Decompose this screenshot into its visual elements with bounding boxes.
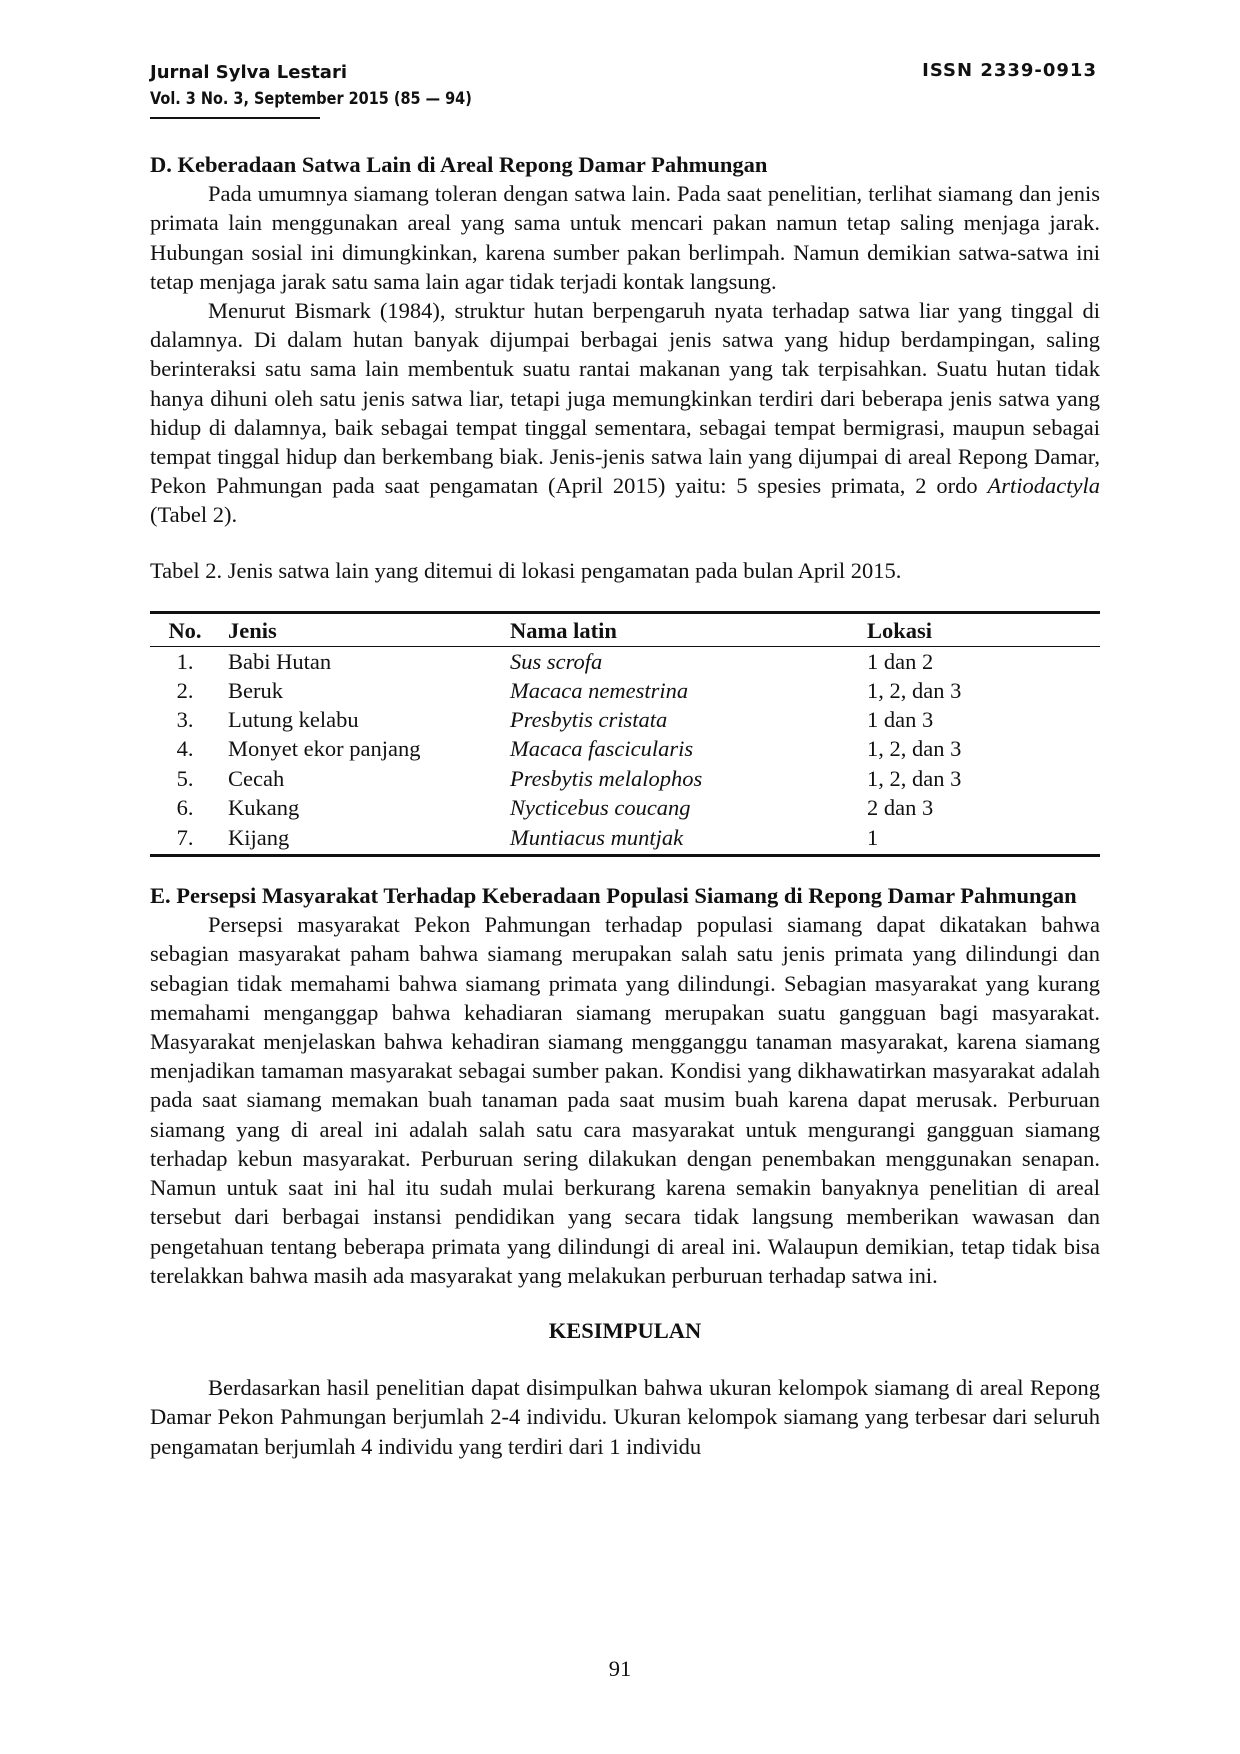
cell-latin: Sus scrofa — [510, 648, 603, 674]
cell-jenis: Kijang — [220, 822, 510, 856]
cell-no: 1. — [176, 648, 194, 674]
table-row — [150, 764, 1100, 793]
cell-no: 4. — [176, 736, 194, 762]
cell-latin: Muntiacus muntjak — [510, 822, 867, 856]
header-rule — [150, 117, 320, 119]
column-header-no: No. — [150, 612, 220, 646]
cell-latin: Presbytis cristata — [510, 707, 668, 733]
column-header-lokasi: Lokasi — [867, 612, 1100, 646]
paragraph-text-end: (Tabel 2). — [150, 502, 238, 528]
cell-latin: Nycticebus coucang — [510, 794, 691, 820]
page-body — [150, 150, 1100, 1461]
journal-issn: ISSN 2339-0913 — [922, 60, 1097, 81]
running-header-left — [150, 60, 529, 112]
table-row — [150, 646, 1100, 676]
section-e-heading: E. Persepsi Masyarakat Terhadap Keberadaan Populasi Siamang di Repong Damar Pahmungan — [150, 883, 1077, 909]
table-caption: Tabel 2. Jenis satwa lain yang ditemui di lokasi pengamatan pada bulan April 2015. — [150, 557, 902, 583]
cell-jenis: Babi Hutan — [228, 648, 332, 674]
journal-volume: Vol. 3 No. 3, September 2015 (85 — 94) — [150, 89, 472, 109]
cell-lokasi: 1 dan 2 — [867, 648, 934, 674]
cell-jenis: Beruk — [228, 678, 283, 704]
table-row — [150, 822, 1100, 856]
column-header-jenis: Jenis — [220, 612, 510, 646]
section-d-heading: D. Keberadaan Satwa Lain di Areal Repong Damar Pahmungan — [150, 152, 768, 177]
table-row — [150, 705, 1100, 734]
cell-jenis: Monyet ekor panjang — [228, 736, 421, 762]
cell-lokasi: 1, 2, dan 3 — [867, 678, 962, 704]
cell-no: 7. — [150, 822, 220, 856]
cell-no: 3. — [176, 707, 194, 733]
conclusion-paragraph-1: Berdasarkan hasil penelitian dapat disimpulkan bahwa ukuran kelompok siamang di areal Repong Damar Pekon Pahmungan berjumlah 2-4 individu. Ukuran kelompok siamang yang terbesar dari seluruh pengamatan berjumlah 4 individu yang terdiri dari 1 individu — [150, 1375, 1100, 1459]
table-row — [150, 734, 1100, 763]
cell-latin: Presbytis melalophos — [510, 765, 703, 791]
cell-latin: Macaca fascicularis — [510, 736, 694, 762]
paragraph-italic-term: Artiodactyla — [987, 473, 1100, 499]
section-d-paragraph-1: Pada umumnya siamang toleran dengan satwa lain. Pada saat penelitian, terlihat siamang dan jenis primata lain menggunakan areal yang sama untuk mencari pakan namun tetap saling menjaga jarak. Hubungan sosial ini dimungkinkan, karena sumber pakan berlimpah. Namun demikian satwa-satwa ini tetap menjaga jarak satu sama lain agar tidak terjadi kontak langsung. — [150, 181, 1100, 294]
page-number: 91 — [608, 1656, 632, 1681]
cell-lokasi: 1 — [867, 822, 1100, 856]
cell-no: 5. — [176, 765, 194, 791]
column-header-latin: Nama latin — [510, 612, 867, 646]
cell-no: 2. — [176, 678, 194, 704]
table-row — [150, 676, 1100, 705]
journal-name: Jurnal Sylva Lestari — [150, 62, 347, 83]
table-header-row — [150, 612, 1100, 646]
conclusion-heading: KESIMPULAN — [548, 1317, 702, 1343]
paragraph-text: Menurut Bismark (1984), struktur hutan berpengaruh nyata terhadap satwa liar yang tinggal di dalamnya. Di dalam hutan banyak dijumpai berbagai jenis satwa yang hidup berdampingan, saling berinteraksi satu sama lain membentuk suatu rantai makanan yang tak terpisahkan. Suatu hutan tidak hanya dihuni oleh satu jenis satwa liar, tetapi juga memungkinkan terdiri dari beberapa jenis satwa yang hidup di dalamnya, baik sebagai tempat tinggal sementara, sebagai tempat bermigrasi, maupun sebagai tempat tinggal hidup dan berkembang biak. Jenis-jenis satwa lain yang dijumpai di areal Repong Damar, Pekon Pahmungan pada saat pengamatan (April 2015) yaitu: 5 spesies primata, 2 ordo — [150, 298, 1100, 499]
cell-lokasi: 1 dan 3 — [867, 707, 934, 733]
cell-lokasi: 2 dan 3 — [867, 794, 934, 820]
cell-latin: Macaca nemestrina — [510, 678, 689, 704]
cell-jenis: Lutung kelabu — [228, 707, 359, 733]
cell-lokasi: 1, 2, dan 3 — [867, 765, 962, 791]
table-row — [150, 793, 1100, 822]
cell-no: 6. — [176, 794, 194, 820]
cell-jenis: Kukang — [228, 794, 300, 820]
cell-jenis: Cecah — [228, 765, 285, 791]
section-e-paragraph-1: Persepsi masyarakat Pekon Pahmungan terhadap populasi siamang dapat dikatakan bahwa sebagian masyarakat paham bahwa siamang merupakan salah satu jenis primata yang dilindungi dan sebagian tidak memahami bahwa siamang primata yang dilindungi. Sebagian masyarakat yang kurang memahami menganggap bahwa kehadiaran siamang merupakan suatu gangguan bagi masyarakat. Masyarakat menjelaskan bahwa kehadiran siamang mengganggu tanaman masyarakat, karena siamang menjadikan tamaman masyarakat sebagai sumber pakan. Kondisi yang dikhawatirkan masyarakat adalah pada saat siamang memakan buah tanaman pada saat musim buah karena dapat merusak. Perburuan siamang yang di areal ini adalah salah satu cara masyarakat untuk mengurangi gangguan siamang terhadap kebun masyarakat. Perburuan sering dilakukan dengan penembakan menggunakan senapan. Namun untuk saat ini hal itu sudah mulai berkurang karena semakin banyaknya penelitian di areal tersebut dari berbagai instansi pendidikan yang secara tidak langsung memberikan wawasan dan pengetahuan tentang beberapa primata yang dilindungi di areal ini. Walaupun demikian, tetap tidak bisa terelakkan bahwa masih ada masyarakat yang melakukan perburuan terhadap satwa ini. — [150, 912, 1100, 1288]
section-d-paragraph-2 — [150, 296, 1100, 530]
cell-lokasi: 1, 2, dan 3 — [867, 736, 962, 762]
species-table — [150, 611, 1100, 857]
